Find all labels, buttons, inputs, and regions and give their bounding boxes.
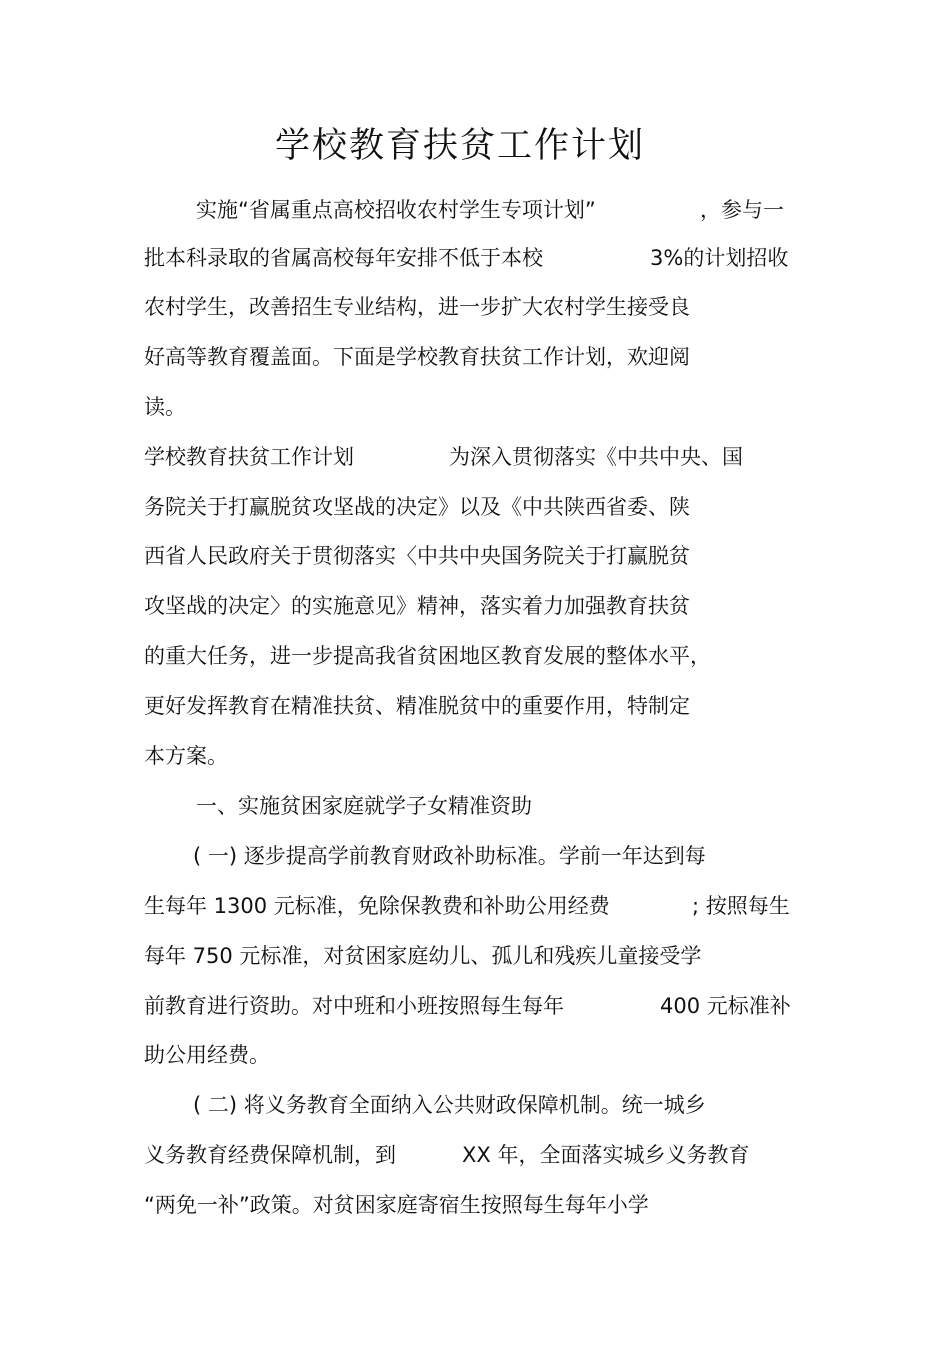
text-segment: 批本科录取的省属高校每年安排不低于本校 [144, 246, 543, 270]
text-segment: ( 一) 逐步提高学前教育财政补助标准。学前一年达到每 [193, 844, 706, 868]
text-segment: 3%的计划招收 [650, 246, 789, 270]
text-segment: ，参与一 [700, 198, 784, 222]
text-segment: 攻坚战的决定〉的实施意见》精神，落实着力加强教育扶贫 [144, 594, 690, 618]
text-segment: 的重大任务，进一步提高我省贫困地区教育发展的整体水平， [144, 644, 711, 668]
text-segment: 400 元标准补 [660, 994, 791, 1018]
text-segment: 更好发挥教育在精准扶贫、精准脱贫中的重要作用，特制定 [144, 694, 690, 718]
text-segment: ( 二) 将义务教育全面纳入公共财政保障机制。统一城乡 [193, 1093, 706, 1117]
text-segment: 读。 [144, 395, 186, 419]
text-segment: 西省人民政府关于贯彻落实〈中共中央国务院关于打赢脱贫 [144, 544, 690, 568]
page-title: 学校教育扶贫工作计划 [274, 126, 645, 166]
text-segment: 务院关于打赢脱贫攻坚战的决定》以及《中共陕西省委、陕 [144, 495, 690, 519]
text-segment: XX 年，全面落实城乡义务教育 [462, 1143, 750, 1167]
text-segment: 助公用经费。 [144, 1043, 270, 1067]
text-segment: 义务教育经费保障机制，到 [144, 1143, 396, 1167]
text-segment: 本方案。 [144, 744, 228, 768]
text-segment: 为深入贯彻落实《中共中央、国 [449, 445, 743, 469]
text-segment: 好高等教育覆盖面。下面是学校教育扶贫工作计划，欢迎阅 [144, 345, 690, 369]
text-segment: 农村学生，改善招生专业结构，进一步扩大农村学生接受良 [144, 295, 690, 319]
text-segment: 前教育进行资助。对中班和小班按照每生每年 [144, 994, 564, 1018]
text-segment: 每年 750 元标准，对贫困家庭幼儿、孤儿和残疾儿童接受学 [144, 944, 702, 968]
text-segment: 实施“省属重点高校招收农村学生专项计划” [196, 198, 596, 222]
text-segment: “两免一补”政策。对贫困家庭寄宿生按照每生每年小学 [144, 1193, 649, 1217]
text-segment: ; 按照每生 [692, 894, 790, 918]
section-heading-inline: 学校教育扶贫工作计划 [144, 445, 354, 469]
text-segment: 生每年 1300 元标准，免除保教费和补助公用经费 [144, 894, 610, 918]
section-heading: 一、实施贫困家庭就学子女精准资助 [196, 794, 532, 818]
